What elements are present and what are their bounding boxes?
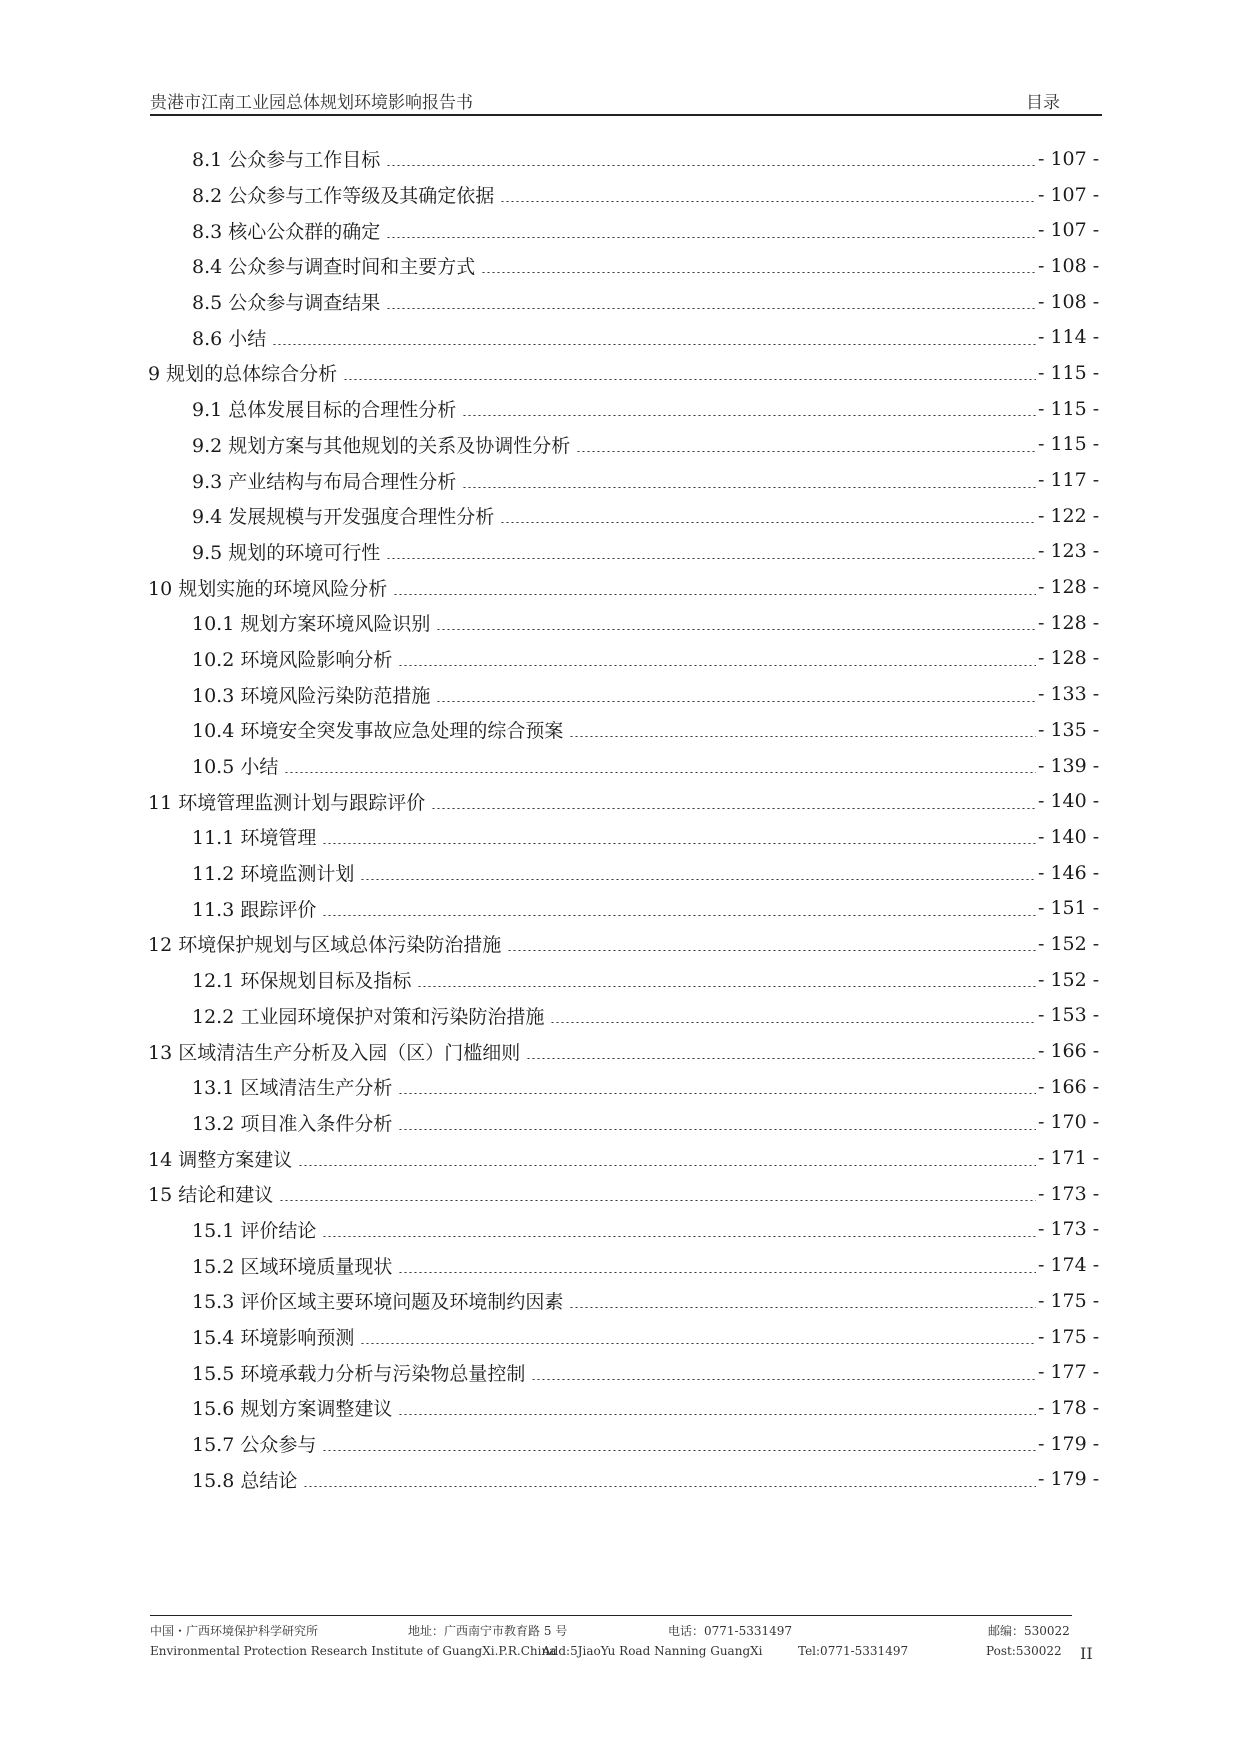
footer-address-en: Add:5JiaoYu Road Nanning GuangXi xyxy=(542,1644,763,1658)
toc-section-entry[interactable] xyxy=(148,1461,1100,1497)
toc-entry-page: - 139 - xyxy=(1038,754,1100,777)
toc-chapter-entry[interactable] xyxy=(148,783,1100,819)
toc-entry-page: - 153 - xyxy=(1038,1004,1100,1027)
toc-entry-label: 13 区域清洁生产分析及入园（区）门槛细则 xyxy=(148,1041,521,1064)
section-name: 目录 xyxy=(1026,93,1060,113)
toc-section-entry[interactable] xyxy=(148,141,1100,177)
toc-entry-label: 15.2 区域环境质量现状 xyxy=(192,1255,393,1278)
toc-section-entry[interactable] xyxy=(148,391,1100,427)
toc-dot-leader xyxy=(298,1165,1036,1166)
page-header xyxy=(150,86,1102,114)
toc-dot-leader xyxy=(507,950,1036,951)
toc-entry-label: 12 环境保护规划与区域总体污染防治措施 xyxy=(148,934,502,957)
toc-chapter-entry[interactable] xyxy=(148,926,1100,962)
toc-chapter-entry[interactable] xyxy=(148,1033,1100,1069)
toc-entry-page: - 115 - xyxy=(1038,433,1100,456)
toc-entry-label: 8.3 核心公众群的确定 xyxy=(192,220,381,243)
toc-dot-leader xyxy=(531,1379,1036,1380)
toc-dot-leader xyxy=(343,379,1036,380)
toc-section-entry[interactable] xyxy=(148,177,1100,213)
footer-phone-en: Tel:0771-5331497 xyxy=(798,1644,909,1658)
toc-entry-label: 9.1 总体发展目标的合理性分析 xyxy=(192,399,457,422)
toc-section-entry[interactable] xyxy=(148,962,1100,998)
toc-entry-page: - 179 - xyxy=(1038,1468,1100,1491)
toc-entry-label: 10.4 环境安全突发事故应急处理的综合预案 xyxy=(192,720,564,743)
toc-entry-page: - 115 - xyxy=(1038,397,1100,420)
toc-section-entry[interactable] xyxy=(148,998,1100,1034)
toc-entry-label: 9.4 发展规模与开发强度合理性分析 xyxy=(192,506,495,529)
toc-dot-leader xyxy=(322,1236,1036,1237)
toc-section-entry[interactable] xyxy=(148,1426,1100,1462)
toc-entry-page: - 107 - xyxy=(1038,183,1100,206)
toc-entry-label: 9.3 产业结构与布局合理性分析 xyxy=(192,470,457,493)
toc-chapter-entry[interactable] xyxy=(148,1176,1100,1212)
toc-entry-label: 8.1 公众参与工作目标 xyxy=(192,149,381,172)
toc-dot-leader xyxy=(360,879,1036,880)
toc-entry-label: 9 规划的总体综合分析 xyxy=(148,363,338,386)
toc-dot-leader xyxy=(576,451,1036,452)
footer-phone-cn: 电话：0771-5331497 xyxy=(668,1624,793,1638)
toc-entry-page: - 179 - xyxy=(1038,1432,1100,1455)
toc-section-entry[interactable] xyxy=(148,212,1100,248)
toc-section-entry[interactable] xyxy=(148,1069,1100,1105)
toc-section-entry[interactable] xyxy=(148,641,1100,677)
footer-divider xyxy=(150,1615,1072,1616)
toc-entry-label: 10 规划实施的环境风险分析 xyxy=(148,577,388,600)
toc-entry-label: 15.4 环境影响预测 xyxy=(192,1327,355,1350)
toc-entry-label: 15 结论和建议 xyxy=(148,1184,274,1207)
toc-entry-page: - 173 - xyxy=(1038,1182,1100,1205)
toc-entry-label: 15.3 评价区域主要环境问题及环境制约因素 xyxy=(192,1291,564,1314)
toc-entry-page: - 166 - xyxy=(1038,1040,1100,1063)
toc-dot-leader xyxy=(386,308,1036,309)
toc-entry-page: - 175 - xyxy=(1038,1289,1100,1312)
toc-entry-page: - 114 - xyxy=(1038,326,1100,349)
table-of-contents xyxy=(148,141,1100,1497)
toc-section-entry[interactable] xyxy=(148,890,1100,926)
toc-entry-page: - 166 - xyxy=(1038,1075,1100,1098)
toc-entry-page: - 152 - xyxy=(1038,968,1100,991)
toc-chapter-entry[interactable] xyxy=(148,355,1100,391)
toc-entry-page: - 133 - xyxy=(1038,683,1100,706)
toc-entry-page: - 178 - xyxy=(1038,1396,1100,1419)
toc-entry-label: 15.1 评价结论 xyxy=(192,1219,317,1242)
toc-dot-leader xyxy=(284,772,1036,773)
toc-dot-leader xyxy=(398,1414,1036,1415)
toc-dot-leader xyxy=(398,665,1036,666)
toc-section-entry[interactable] xyxy=(148,748,1100,784)
toc-entry-page: - 171 - xyxy=(1038,1147,1100,1170)
toc-entry-label: 13.1 区域清洁生产分析 xyxy=(192,1077,393,1100)
toc-entry-page: - 173 - xyxy=(1038,1218,1100,1241)
toc-entry-label: 10.3 环境风险污染防范措施 xyxy=(192,684,431,707)
toc-entry-page: - 177 - xyxy=(1038,1361,1100,1384)
toc-section-entry[interactable] xyxy=(148,1247,1100,1283)
toc-entry-label: 13.2 项目准入条件分析 xyxy=(192,1112,393,1135)
toc-entry-page: - 151 - xyxy=(1038,897,1100,920)
toc-entry-label: 8.4 公众参与调查时间和主要方式 xyxy=(192,256,476,279)
toc-entry-page: - 170 - xyxy=(1038,1111,1100,1134)
toc-section-entry[interactable] xyxy=(148,1105,1100,1141)
toc-entry-page: - 108 - xyxy=(1038,254,1100,277)
toc-dot-leader xyxy=(322,843,1036,844)
toc-section-entry[interactable] xyxy=(148,534,1100,570)
toc-dot-leader xyxy=(569,736,1036,737)
toc-section-entry[interactable] xyxy=(148,248,1100,284)
footer-address-cn: 地址：广西南宁市教育路 5 号 xyxy=(408,1624,568,1638)
toc-entry-label: 15.8 总结论 xyxy=(192,1469,298,1492)
toc-entry-page: - 152 - xyxy=(1038,932,1100,955)
footer-line-cn xyxy=(150,1620,1090,1642)
toc-section-entry[interactable] xyxy=(148,462,1100,498)
toc-entry-page: - 146 - xyxy=(1038,861,1100,884)
toc-dot-leader xyxy=(393,594,1036,595)
toc-dot-leader xyxy=(436,629,1036,630)
toc-dot-leader xyxy=(322,915,1036,916)
toc-dot-leader xyxy=(500,201,1036,202)
toc-entry-page: - 128 - xyxy=(1038,611,1100,634)
toc-dot-leader xyxy=(386,237,1036,238)
toc-section-entry[interactable] xyxy=(148,1319,1100,1355)
toc-section-entry[interactable] xyxy=(148,1354,1100,1390)
toc-dot-leader xyxy=(481,272,1036,273)
toc-entry-page: - 174 - xyxy=(1038,1254,1100,1277)
footer-org-cn: 中国・广西环境保护科学研究所 xyxy=(150,1624,319,1638)
toc-section-entry[interactable] xyxy=(148,498,1100,534)
toc-entry-page: - 108 - xyxy=(1038,290,1100,313)
toc-entry-label: 8.6 小结 xyxy=(192,327,267,350)
page-number: II xyxy=(1080,1644,1093,1663)
toc-entry-label: 11 环境管理监测计划与跟踪评价 xyxy=(148,791,426,814)
toc-dot-leader xyxy=(526,1058,1036,1059)
toc-entry-page: - 135 - xyxy=(1038,718,1100,741)
toc-section-entry[interactable] xyxy=(148,819,1100,855)
toc-entry-label: 9.5 规划的环境可行性 xyxy=(192,541,381,564)
toc-entry-page: - 140 - xyxy=(1038,825,1100,848)
toc-entry-label: 11.3 跟踪评价 xyxy=(192,898,317,921)
toc-entry-label: 11.1 环境管理 xyxy=(192,827,317,850)
footer-org-en: Environmental Protection Research Institute of GuangXi.P.R.China xyxy=(150,1644,557,1658)
toc-entry-label: 14 调整方案建议 xyxy=(148,1148,293,1171)
toc-dot-leader xyxy=(500,522,1036,523)
toc-section-entry[interactable] xyxy=(148,676,1100,712)
toc-entry-label: 8.2 公众参与工作等级及其确定依据 xyxy=(192,185,495,208)
toc-section-entry[interactable] xyxy=(148,319,1100,355)
toc-dot-leader xyxy=(436,701,1036,702)
toc-section-entry[interactable] xyxy=(148,605,1100,641)
toc-entry-page: - 140 - xyxy=(1038,790,1100,813)
toc-section-entry[interactable] xyxy=(148,427,1100,463)
toc-entry-label: 8.5 公众参与调查结果 xyxy=(192,292,381,315)
toc-entry-label: 15.7 公众参与 xyxy=(192,1434,317,1457)
toc-entry-page: - 128 - xyxy=(1038,576,1100,599)
toc-dot-leader xyxy=(569,1307,1036,1308)
toc-dot-leader xyxy=(322,1450,1036,1451)
toc-dot-leader xyxy=(431,808,1036,809)
toc-entry-label: 15.5 环境承载力分析与污染物总量控制 xyxy=(192,1362,526,1385)
toc-dot-leader xyxy=(272,344,1036,345)
toc-entry-label: 9.2 规划方案与其他规划的关系及协调性分析 xyxy=(192,434,571,457)
toc-section-entry[interactable] xyxy=(148,1390,1100,1426)
toc-entry-label: 11.2 环境监测计划 xyxy=(192,863,355,886)
report-title: 贵港市江南工业园总体规划环境影响报告书 xyxy=(150,93,473,113)
toc-dot-leader xyxy=(303,1486,1036,1487)
toc-section-entry[interactable] xyxy=(148,284,1100,320)
toc-entry-label: 12.1 环保规划目标及指标 xyxy=(192,970,412,993)
toc-entry-page: - 107 - xyxy=(1038,147,1100,170)
toc-entry-label: 10.1 规划方案环境风险识别 xyxy=(192,613,431,636)
toc-dot-leader xyxy=(386,165,1036,166)
toc-entry-label: 12.2 工业园环境保护对策和污染防治措施 xyxy=(192,1005,545,1028)
page-footer xyxy=(150,1620,1093,1664)
toc-entry-page: - 122 - xyxy=(1038,504,1100,527)
toc-entry-page: - 117 - xyxy=(1038,469,1100,492)
toc-entry-label: 10.5 小结 xyxy=(192,756,279,779)
toc-dot-leader xyxy=(398,1093,1036,1094)
toc-entry-page: - 128 - xyxy=(1038,647,1100,670)
header-divider xyxy=(150,114,1102,116)
toc-entry-page: - 123 - xyxy=(1038,540,1100,563)
toc-dot-leader xyxy=(417,986,1036,987)
toc-section-entry[interactable] xyxy=(148,1212,1100,1248)
toc-dot-leader xyxy=(550,1022,1036,1023)
toc-dot-leader xyxy=(386,558,1036,559)
toc-entry-page: - 115 - xyxy=(1038,361,1100,384)
toc-section-entry[interactable] xyxy=(148,712,1100,748)
toc-dot-leader xyxy=(398,1129,1036,1130)
toc-section-entry[interactable] xyxy=(148,1283,1100,1319)
toc-entry-page: - 107 - xyxy=(1038,219,1100,242)
toc-chapter-entry[interactable] xyxy=(148,569,1100,605)
toc-entry-page: - 175 - xyxy=(1038,1325,1100,1348)
toc-entry-label: 10.2 环境风险影响分析 xyxy=(192,648,393,671)
toc-section-entry[interactable] xyxy=(148,855,1100,891)
toc-chapter-entry[interactable] xyxy=(148,1140,1100,1176)
toc-entry-label: 15.6 规划方案调整建议 xyxy=(192,1398,393,1421)
footer-postcode-cn: 邮编：530022 xyxy=(988,1624,1070,1638)
toc-dot-leader xyxy=(462,487,1036,488)
footer-postcode-en: Post:530022 xyxy=(986,1644,1062,1658)
toc-dot-leader xyxy=(462,415,1036,416)
toc-dot-leader xyxy=(398,1272,1036,1273)
toc-dot-leader xyxy=(360,1343,1036,1344)
footer-line-en xyxy=(150,1642,1093,1664)
toc-dot-leader xyxy=(279,1200,1036,1201)
